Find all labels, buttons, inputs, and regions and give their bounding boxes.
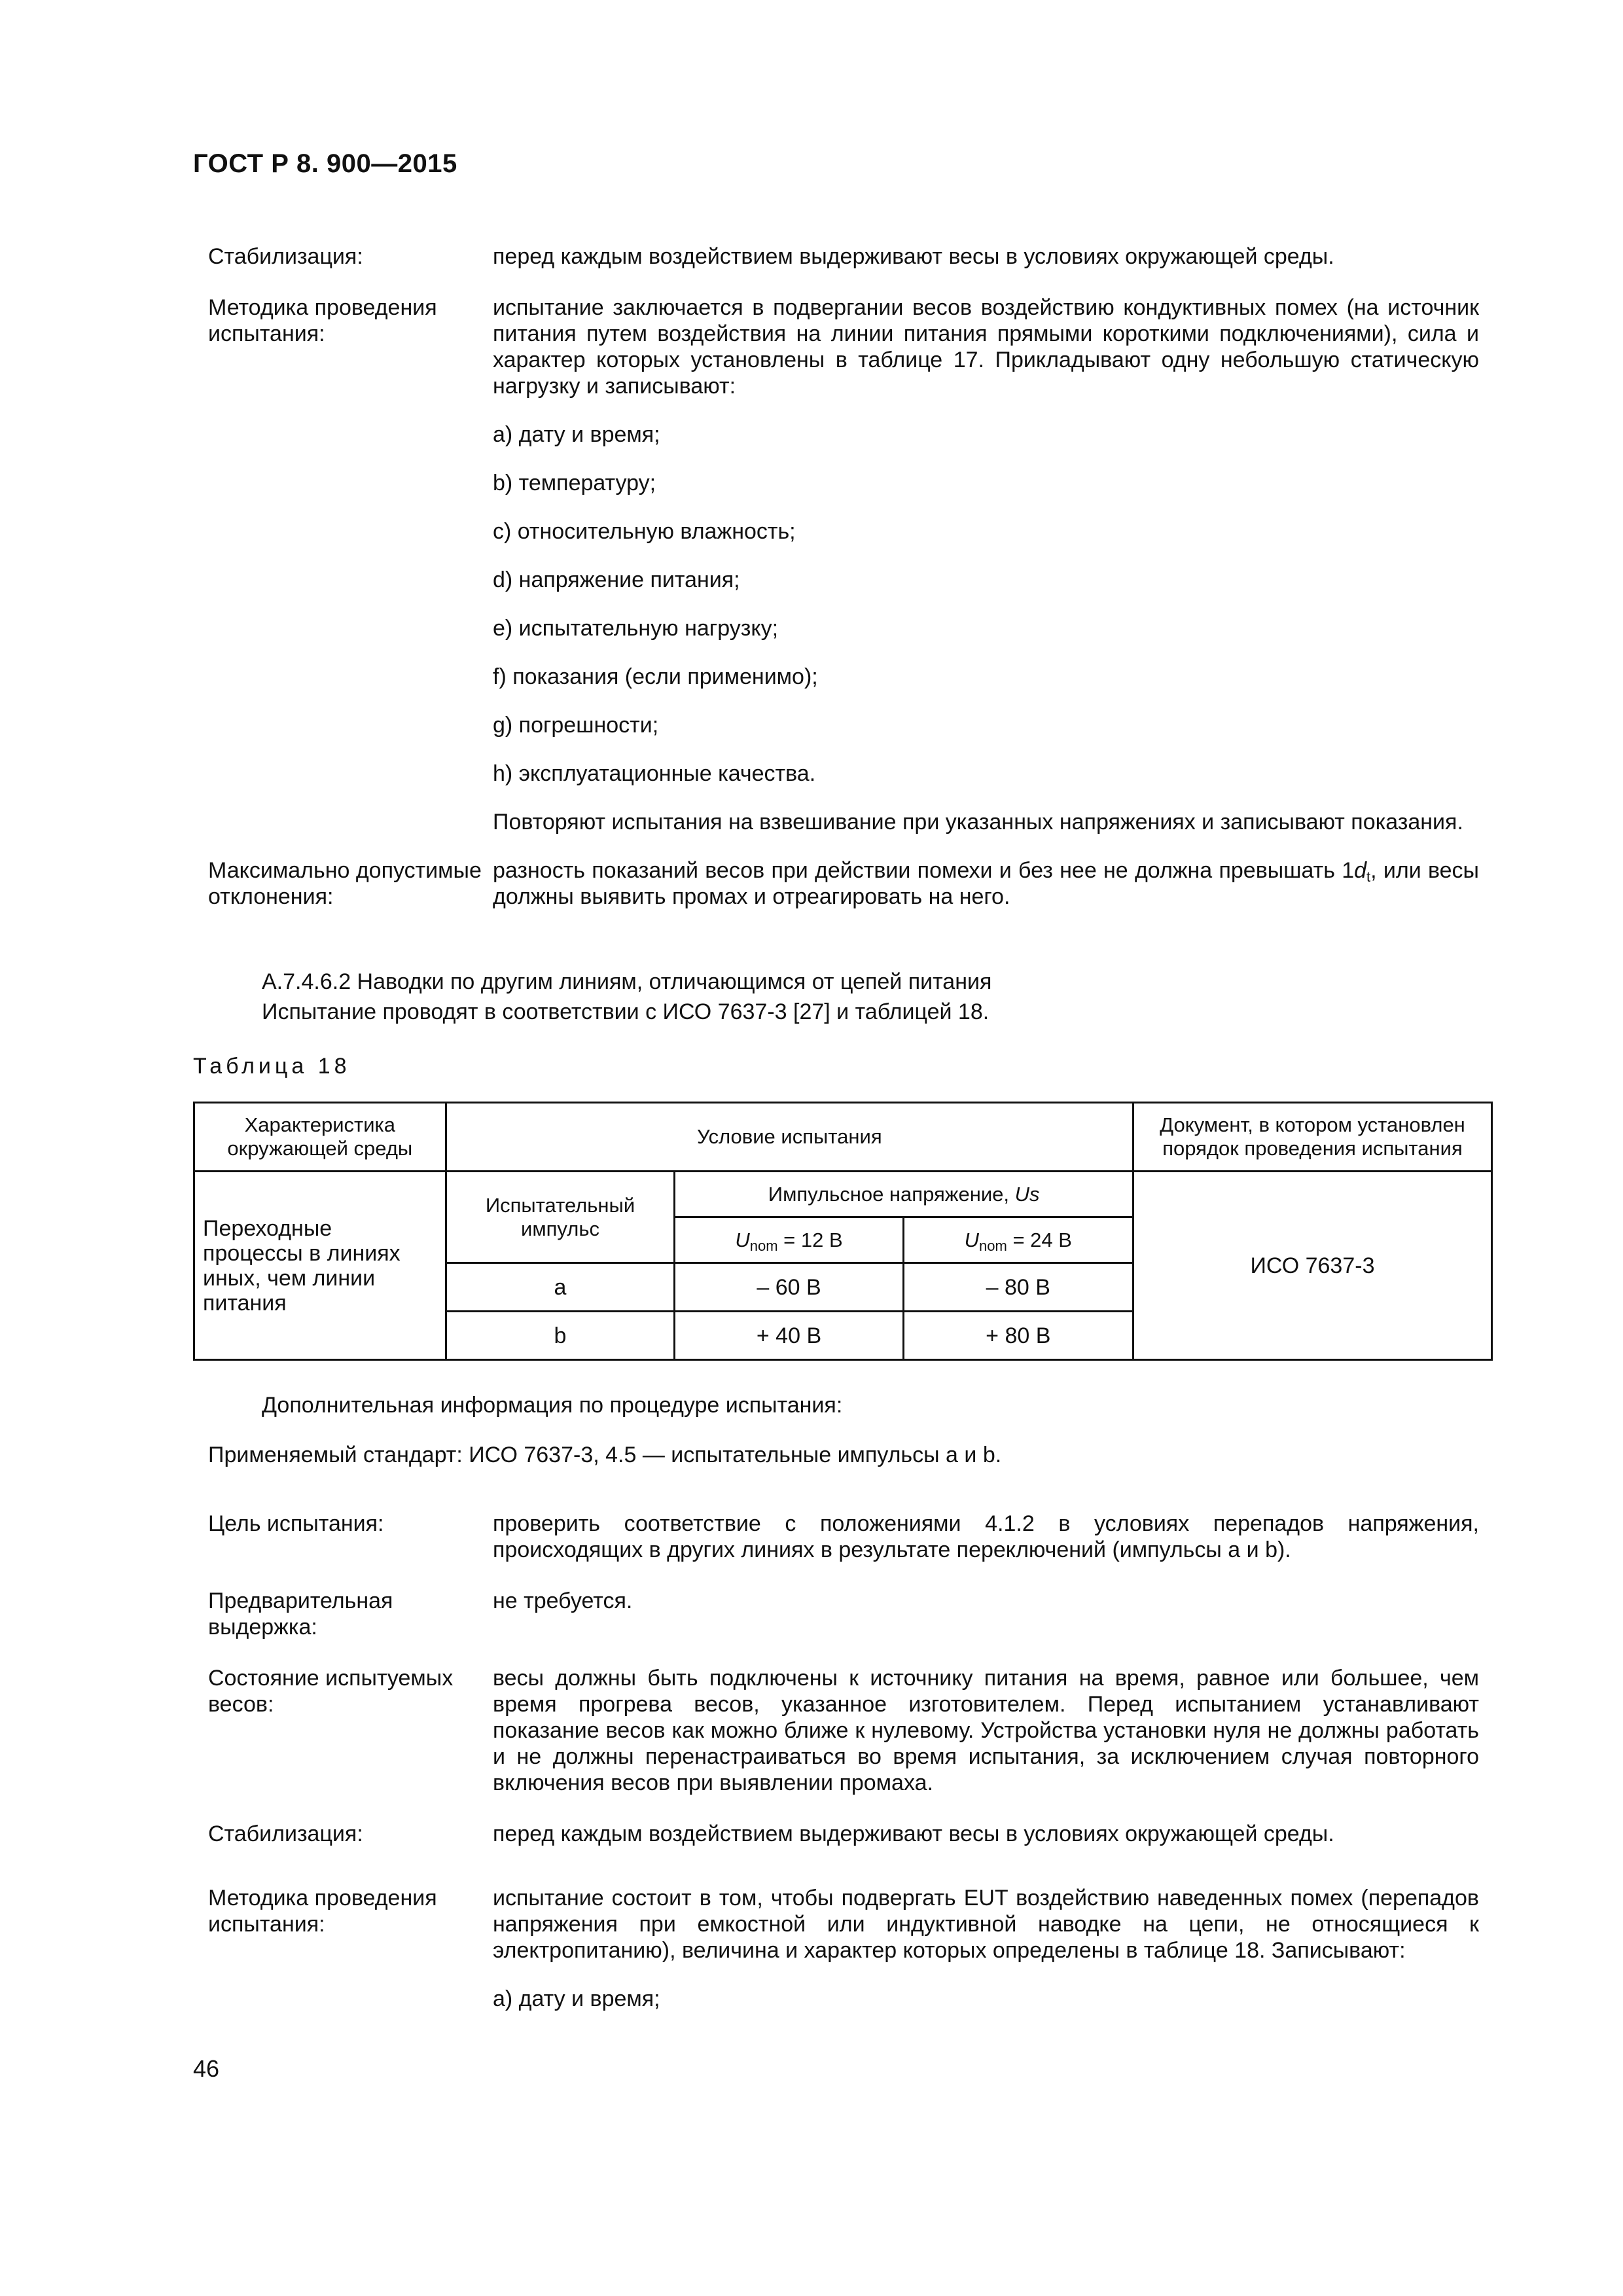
record-list (493, 1986, 1479, 2012)
page-number: 46 (193, 2055, 220, 2082)
header-document: Документ, в котором установлен порядок проведения испытания (1133, 1103, 1491, 1172)
u-subscript: nom (749, 1237, 778, 1254)
definition-value: проверить соответствие с положениями 4.1.2 в условиях перепадов напряжения, происходящих в других линиях в результате переключений (импульсы a и b). (493, 1511, 1479, 1562)
definition-value (493, 857, 1479, 910)
pulse-cell: a (446, 1263, 675, 1312)
u-value: = 12 В (777, 1228, 843, 1251)
list-item: b) температуру; (493, 471, 656, 495)
list-item: d) напряжение питания; (493, 567, 740, 592)
definition-value: перед каждым воздействием выдерживают весы в условиях окружающей среды. (493, 244, 1334, 269)
definition-label: Стабилизация: (208, 1821, 363, 1846)
definition-label: Состояние испытуемых весов: (208, 1666, 454, 1717)
definition-row (208, 295, 1479, 835)
subsection-text: Испытание проводят в соответствии с ИСО 7637-3 [27] и таблицей 18. (262, 999, 990, 1024)
definition-label: Максимально допустимые отклонения: (208, 858, 482, 909)
header-characteristic: Характеристика окружающей среды (194, 1103, 446, 1172)
definition-label: Методика проведения испытания: (208, 295, 437, 346)
definition-row (208, 1588, 1479, 1640)
definition-row (208, 1821, 1479, 1847)
definition-label: Предварительная выдержка: (208, 1588, 393, 1640)
unom-24-header (903, 1217, 1133, 1263)
list-item: a) дату и время; (493, 422, 660, 447)
u-variable: U (964, 1228, 980, 1251)
voltage-label: Импульсное напряжение, (768, 1182, 1015, 1206)
definitions-block-1 (208, 243, 1479, 935)
list-item: a) дату и время; (493, 1986, 660, 2011)
u-value: = 24 В (1007, 1228, 1072, 1251)
definition-value (493, 295, 1479, 835)
list-item: Повторяют испытания на взвешивание при указанных напряжениях и записывают показания. (493, 810, 1463, 834)
u-subscript: nom (979, 1237, 1007, 1254)
definition-label: Методика проведения испытания: (208, 1886, 437, 1937)
voltage-header (675, 1172, 1133, 1217)
pulse-cell: b (446, 1312, 675, 1360)
definition-row (208, 857, 1479, 910)
voltage-variable: Us (1014, 1182, 1040, 1206)
list-item: h) эксплуатационные качества. (493, 761, 816, 786)
pulse-header: Испытательный импульс (446, 1172, 675, 1263)
v24-cell: – 80 В (903, 1263, 1133, 1312)
list-item: f) показания (если применимо); (493, 664, 818, 689)
document-cell: ИСО 7637-3 (1133, 1172, 1491, 1360)
method-description: испытание состоит в том, чтобы подвергать EUT воздействию наведенных помех (перепадов напряжения при емкостной или индуктивной наводке на цепи, не относящиеся к электропитанию), величина и характер которых определены в таблице 18. Записывают: (493, 1886, 1479, 1963)
environment-cell: Переходные процессы в линиях иных, чем линии питания (194, 1172, 446, 1360)
definition-row (208, 243, 1479, 270)
v12-cell: + 40 В (675, 1312, 903, 1360)
list-item: g) погрешности; (493, 713, 659, 738)
table-caption: Таблица 18 (193, 1054, 351, 1079)
deviation-text-end: , или весы должны выявить промах и отреагировать на него. (493, 858, 1479, 909)
deviation-subscript: t (1366, 869, 1371, 885)
definition-value: не требуется. (493, 1588, 633, 1613)
record-list (493, 422, 1479, 835)
applied-standard: Применяемый стандарт: ИСО 7637-3, 4.5 — испытательные импульсы a и b. (208, 1443, 1002, 1467)
definition-row (208, 1665, 1479, 1796)
unom-12-header (675, 1217, 903, 1263)
v12-cell: – 60 В (675, 1263, 903, 1312)
header-condition: Условие испытания (446, 1103, 1133, 1172)
method-description: испытание заключается в подвергании весов воздействию кондуктивных помех (на источник питания путем воздействия на линии питания прямыми короткими подключениями), сила и характер которых установлены в таблице 17. Прикладывают одну небольшую статическую нагрузку и записывают: (493, 295, 1479, 399)
additional-info: Дополнительная информация по процедуре испытания: (262, 1393, 843, 1418)
page-header: ГОСТ Р 8. 900—2015 (193, 149, 457, 178)
table-18 (193, 1102, 1493, 1361)
list-item: e) испытательную нагрузку; (493, 616, 779, 641)
list-item: c) относительную влажность; (493, 519, 796, 544)
v24-cell: + 80 В (903, 1312, 1133, 1360)
definition-label: Цель испытания: (208, 1511, 384, 1536)
definition-row (208, 1885, 1479, 2012)
definition-value: перед каждым воздействием выдерживают весы в условиях окружающей среды. (493, 1821, 1334, 1846)
definition-value: весы должны быть подключены к источнику питания на время, равное или большее, чем время прогрева весов, указанное изготовителем. Перед испытанием устанавливают показание весов как можно ближе к нулевому. Устройства установки нуля не должны работать и не должны перенастраиваться во время испытания, за исключением случая повторного включения весов при выявлении промаха. (493, 1666, 1479, 1795)
deviation-text: разность показаний весов при действии помехи и без нее не должна превышать 1 (493, 858, 1355, 883)
subsection-heading: А.7.4.6.2 Наводки по другим линиям, отличающимся от цепей питания (262, 969, 992, 994)
definition-label: Стабилизация: (208, 244, 363, 269)
definition-row (208, 1511, 1479, 1563)
definition-value (493, 1885, 1479, 2012)
deviation-variable: d (1354, 858, 1367, 883)
definitions-block-2 (208, 1511, 1479, 2037)
u-variable: U (735, 1228, 750, 1251)
